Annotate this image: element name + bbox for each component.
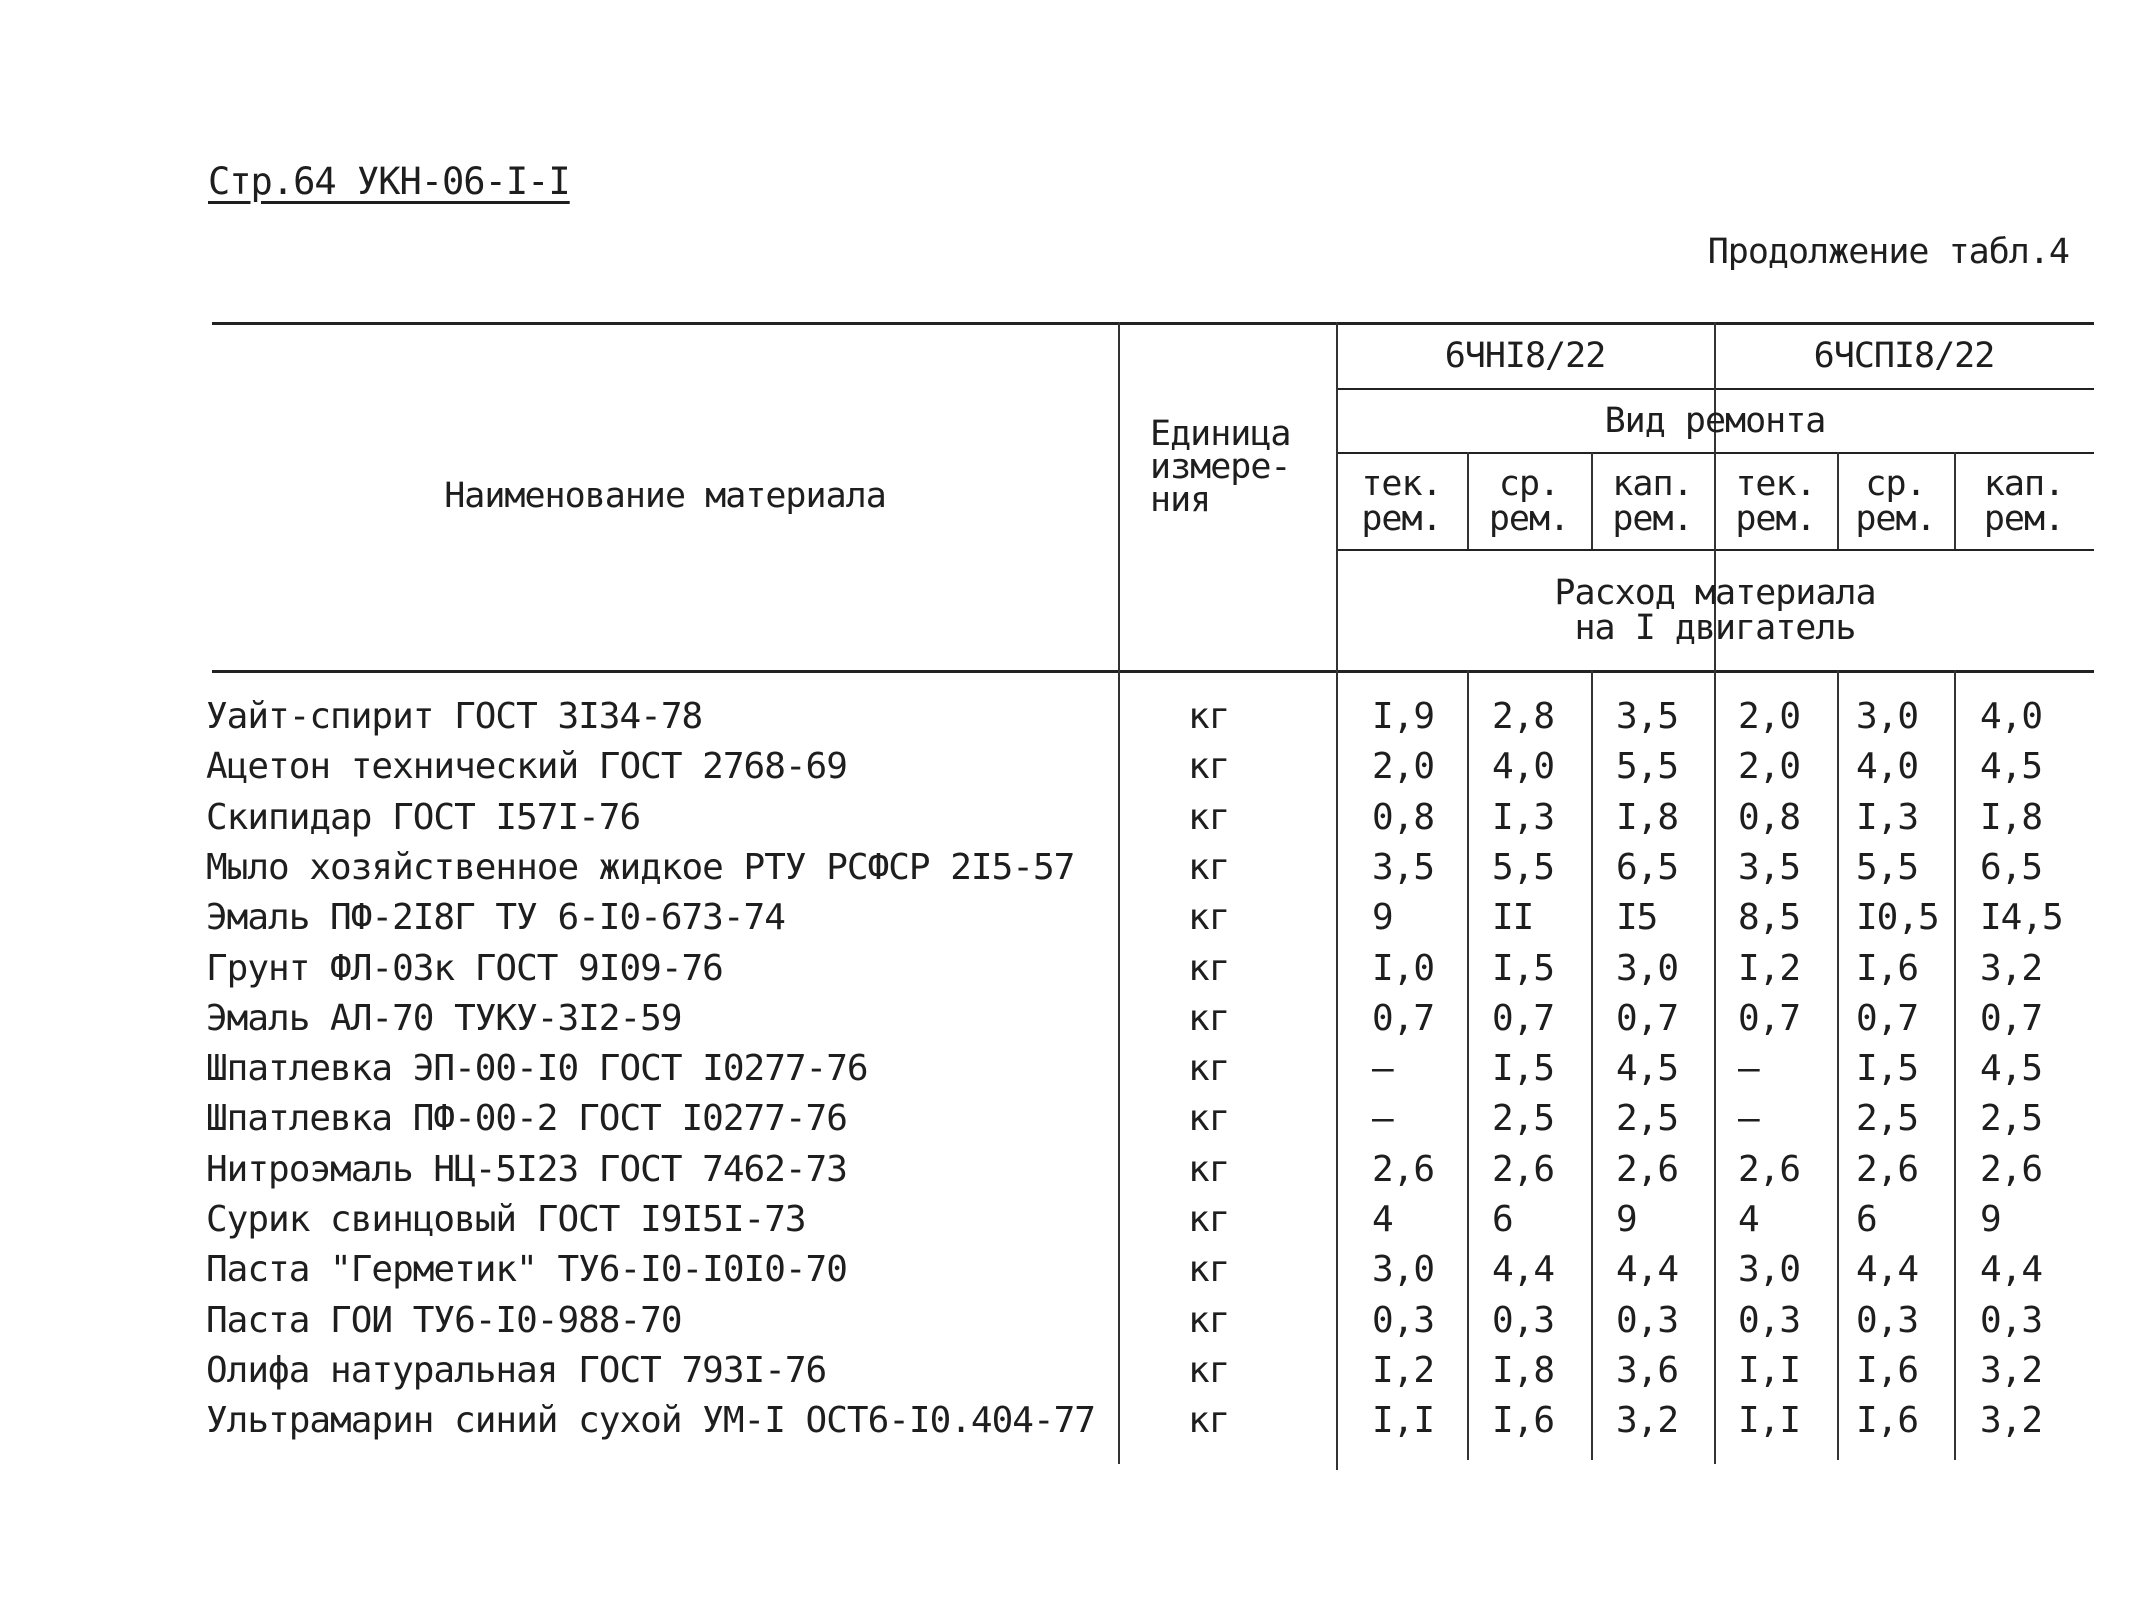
consumption-value: 6,5 [1616, 846, 1679, 888]
material-name: Грунт ФЛ-03к ГОСТ 9I09-76 [206, 947, 723, 989]
material-name: Ультрамарин синий сухой УМ-I ОСТ6-I0.404-77 [206, 1400, 1095, 1442]
consumption-value: 5,5 [1616, 746, 1679, 788]
consumption-value: 0,8 [1738, 796, 1801, 838]
unit-of-measure: кг [1188, 1148, 1230, 1190]
consumption-value: 4 [1372, 1199, 1393, 1240]
unit-of-measure: кг [1188, 746, 1230, 788]
table-row [0, 994, 2146, 1044]
consumption-value: I,2 [1372, 1349, 1435, 1391]
subheader-capital-repair-a: кап. рем. [1612, 463, 1693, 539]
table-row [0, 1195, 2146, 1245]
material-name: Шпатлевка ЭП-00-I0 ГОСТ I0277-76 [206, 1048, 868, 1090]
unit-of-measure: кг [1188, 1349, 1230, 1391]
consumption-value: 3,2 [1980, 1349, 2043, 1391]
consumption-value: 0,7 [1616, 997, 1679, 1039]
consumption-value: 2,5 [1980, 1098, 2043, 1140]
consumption-value: 3,0 [1738, 1249, 1801, 1291]
consumption-value: I,6 [1856, 947, 1919, 989]
unit-of-measure: кг [1188, 1098, 1230, 1140]
consumption-value: I,I [1738, 1400, 1801, 1442]
material-name: Сурик свинцовый ГОСТ I9I5I-73 [206, 1199, 806, 1240]
consumption-value: 4,4 [1492, 1249, 1555, 1291]
subheader-capital-repair-b: кап. рем. [1983, 463, 2065, 539]
consumption-value: I,6 [1492, 1400, 1555, 1442]
column-header-material-name: Наименование материала [444, 475, 886, 516]
consumption-value: 3,0 [1616, 947, 1679, 989]
consumption-value: I,I [1372, 1400, 1435, 1442]
consumption-value: I,8 [1492, 1349, 1555, 1391]
subheader-current-repair-b: тек. рем. [1735, 463, 1816, 539]
consumption-value: 6 [1856, 1199, 1877, 1240]
consumption-value: 0,3 [1492, 1299, 1555, 1341]
material-name: Скипидар ГОСТ I57I-76 [206, 796, 641, 838]
page-reference: Стр.64 УКН-06-I-I [208, 160, 570, 203]
unit-of-measure: кг [1188, 1400, 1230, 1442]
consumption-value: 2,6 [1372, 1148, 1435, 1190]
table-row [0, 742, 2146, 792]
consumption-value: 2,0 [1738, 696, 1801, 737]
consumption-value: 4,5 [1980, 1048, 2043, 1090]
table-continuation-label: Продолжение табл.4 [1707, 232, 2069, 272]
material-name: Эмаль ПФ-2I8Г ТУ 6-I0-673-74 [206, 897, 785, 939]
consumption-value: 0,3 [1738, 1299, 1801, 1341]
consumption-value: I,0 [1372, 947, 1435, 989]
table-row [0, 1044, 2146, 1094]
consumption-value: 3,6 [1616, 1349, 1679, 1391]
consumption-value: 4,4 [1856, 1249, 1919, 1291]
unit-of-measure: кг [1188, 947, 1230, 989]
table-row [0, 1396, 2146, 1446]
material-name: Мыло хозяйственное жидкое РТУ РСФСР 2I5-57 [206, 846, 1075, 888]
group-header-6chn: 6ЧНI8/22 [1444, 335, 1606, 376]
consumption-value: 0,3 [1616, 1299, 1679, 1341]
unit-of-measure: кг [1188, 1048, 1230, 1090]
consumption-value: 3,0 [1372, 1249, 1435, 1291]
consumption-value: – [1372, 1098, 1393, 1140]
material-name: Уайт-спирит ГОСТ 3I34-78 [206, 696, 703, 737]
consumption-value: 2,5 [1492, 1098, 1555, 1140]
material-name: Ацетон технический ГОСТ 2768-69 [206, 746, 847, 788]
consumption-value: 4,0 [1492, 746, 1555, 788]
subheader-medium-repair-b: ср. рем. [1855, 463, 1936, 539]
consumption-value: I,5 [1856, 1048, 1919, 1090]
header-bottom-rule [212, 670, 2094, 673]
table-row [0, 893, 2146, 943]
table-row [0, 1245, 2146, 1295]
consumption-value: I,8 [1616, 796, 1679, 838]
table-row [0, 793, 2146, 843]
table-row [0, 1145, 2146, 1195]
consumption-value: 2,6 [1856, 1148, 1919, 1190]
consumption-value: I,5 [1492, 947, 1555, 989]
consumption-value: I0,5 [1856, 897, 1939, 939]
consumption-value: 2,6 [1980, 1148, 2043, 1190]
consumption-value: 3,5 [1738, 846, 1801, 888]
unit-of-measure: кг [1188, 1199, 1230, 1240]
table-row [0, 1346, 2146, 1396]
consumption-value: 3,2 [1980, 1400, 2043, 1442]
consumption-value: 2,5 [1616, 1098, 1679, 1140]
group-header-6chsp: 6ЧСПI8/22 [1813, 335, 1995, 376]
consumption-value: 6 [1492, 1199, 1513, 1240]
consumption-value: – [1738, 1048, 1759, 1090]
consumption-value: – [1372, 1048, 1393, 1090]
unit-of-measure: кг [1188, 846, 1230, 888]
consumption-value: 0,8 [1372, 796, 1435, 838]
consumption-value: 9 [1616, 1199, 1637, 1240]
subheader-medium-repair-a: ср. рем. [1488, 463, 1570, 539]
consumption-value: I,8 [1980, 796, 2043, 838]
consumption-value: I5 [1616, 897, 1658, 939]
unit-of-measure: кг [1188, 897, 1230, 939]
consumption-value: I,5 [1492, 1048, 1555, 1090]
unit-of-measure: кг [1188, 796, 1230, 838]
consumption-value: 2,6 [1492, 1148, 1555, 1190]
consumption-header: Расход материала на I двигатель [1554, 572, 1876, 648]
table-row [0, 944, 2146, 994]
repair-type-header: Вид ремонта [1604, 400, 1826, 441]
unit-of-measure: кг [1188, 997, 1230, 1039]
consumption-value: 2,0 [1738, 746, 1801, 788]
consumption-value: I,9 [1372, 696, 1435, 737]
consumption-value: 5,5 [1856, 846, 1919, 888]
consumption-value: 3,2 [1980, 947, 2043, 989]
consumption-value: 8,5 [1738, 897, 1801, 939]
consumption-value: 3,2 [1616, 1400, 1679, 1442]
consumption-value: 5,5 [1492, 846, 1555, 888]
consumption-value: 0,7 [1492, 997, 1555, 1039]
table-row [0, 692, 2146, 742]
consumption-value: I,3 [1492, 796, 1555, 838]
consumption-value: 2,0 [1372, 746, 1435, 788]
consumption-value: 4,0 [1980, 696, 2043, 737]
consumption-value: – [1738, 1098, 1759, 1140]
consumption-value: I,2 [1738, 947, 1801, 989]
consumption-value: 4,5 [1980, 746, 2043, 788]
table-row [0, 843, 2146, 893]
consumption-value: 6,5 [1980, 846, 2043, 888]
consumption-value: I,3 [1856, 796, 1919, 838]
consumption-value: I4,5 [1980, 897, 2063, 939]
table-row [0, 1094, 2146, 1144]
consumption-value: 4,0 [1856, 746, 1919, 788]
consumption-value: 4 [1738, 1199, 1759, 1240]
material-name: Паста "Герметик" ТУ6-I0-I0I0-70 [206, 1249, 847, 1291]
table-row [0, 1296, 2146, 1346]
consumption-value: II [1492, 897, 1534, 939]
consumption-value: 3,5 [1616, 696, 1679, 737]
consumption-value: 9 [1980, 1199, 2001, 1240]
consumption-value: I,6 [1856, 1349, 1919, 1391]
consumption-value: I,I [1738, 1349, 1801, 1391]
unit-of-measure: кг [1188, 1299, 1230, 1341]
consumption-value: 0,7 [1856, 997, 1919, 1039]
material-name: Олифа натуральная ГОСТ 793I-76 [206, 1349, 827, 1391]
unit-of-measure: кг [1188, 1249, 1230, 1291]
consumption-value: 0,3 [1856, 1299, 1919, 1341]
material-name: Паста ГОИ ТУ6-I0-988-70 [206, 1299, 682, 1341]
consumption-value: 4,5 [1616, 1048, 1679, 1090]
consumption-value: 9 [1372, 897, 1393, 939]
consumption-value: 0,7 [1372, 997, 1435, 1039]
consumption-value: 2,6 [1738, 1148, 1801, 1190]
consumption-value: 0,3 [1980, 1299, 2043, 1341]
column-header-unit: Единица измере- ния [1150, 413, 1291, 520]
consumption-value: 3,5 [1372, 846, 1435, 888]
consumption-value: 0,3 [1372, 1299, 1435, 1341]
consumption-value: 0,7 [1738, 997, 1801, 1039]
subheader-current-repair-a: тек. рем. [1361, 463, 1442, 539]
consumption-value: 4,4 [1616, 1249, 1679, 1291]
consumption-value: 3,0 [1856, 696, 1919, 737]
consumption-value: 2,8 [1492, 696, 1555, 737]
material-name: Эмаль АЛ-70 ТУКУ-3I2-59 [206, 997, 682, 1039]
consumption-value: 0,7 [1980, 997, 2043, 1039]
consumption-value: 2,5 [1856, 1098, 1919, 1140]
consumption-value: 2,6 [1616, 1148, 1679, 1190]
material-name: Нитроэмаль НЦ-5I23 ГОСТ 7462-73 [206, 1148, 847, 1190]
consumption-value: I,6 [1856, 1400, 1919, 1442]
consumption-value: 4,4 [1980, 1249, 2043, 1291]
unit-of-measure: кг [1188, 696, 1230, 737]
material-name: Шпатлевка ПФ-00-2 ГОСТ I0277-76 [206, 1098, 847, 1140]
